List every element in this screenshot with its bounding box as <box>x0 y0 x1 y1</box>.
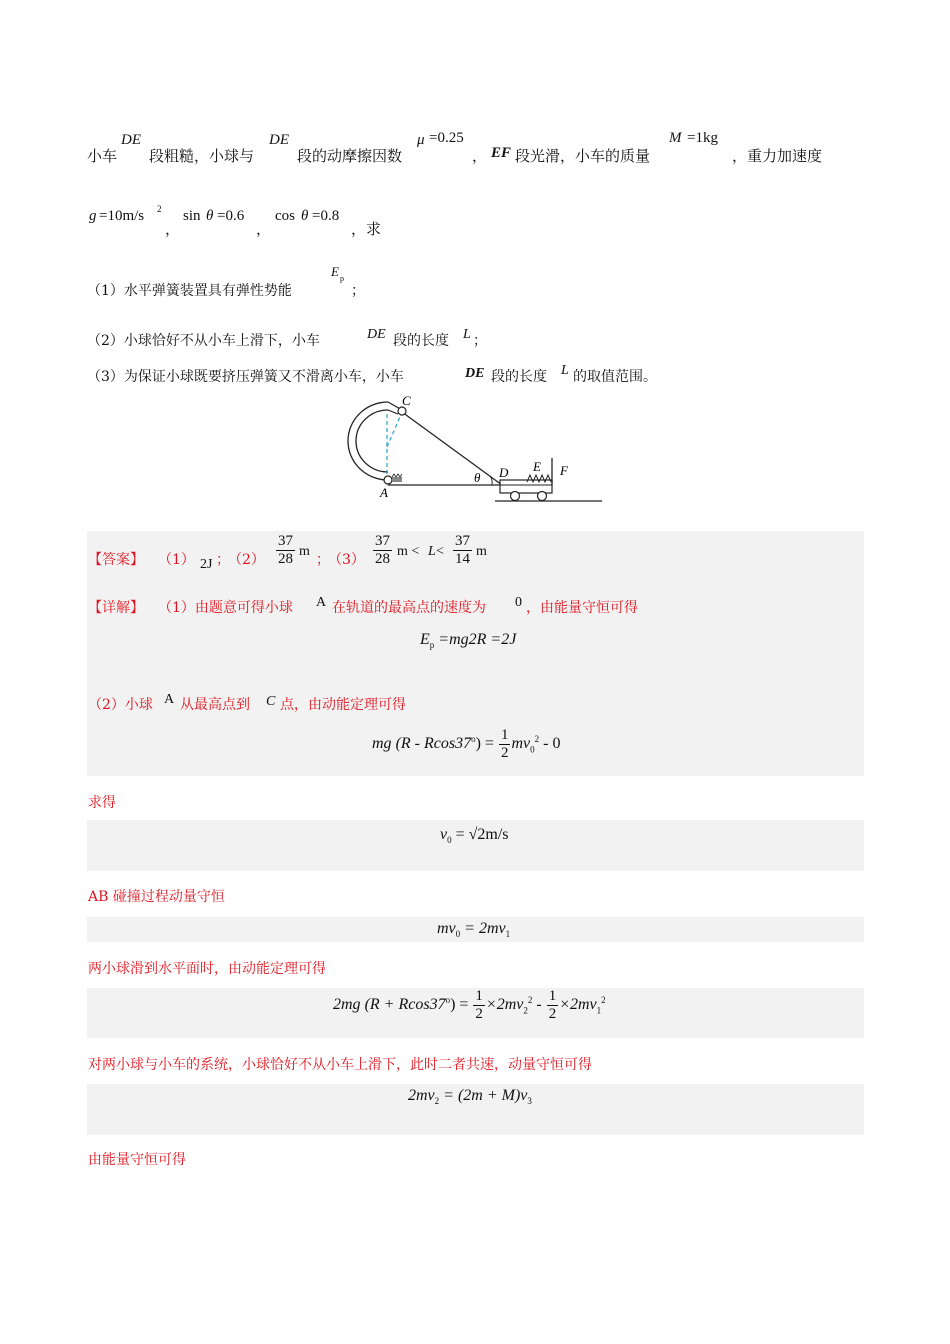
lhs: mg <box>372 735 392 753</box>
var-L: L <box>428 544 436 559</box>
fraction-half <box>473 988 485 1023</box>
incline-CD <box>402 412 502 485</box>
var-C: C <box>266 694 276 709</box>
sub: 0 <box>530 744 535 755</box>
denominator: 2 <box>548 1006 557 1022</box>
equation-3 <box>440 826 509 845</box>
tail: - 0 <box>539 735 561 753</box>
ball-A <box>384 476 392 484</box>
lhs: 2mg <box>333 996 361 1014</box>
equation-1 <box>420 631 516 650</box>
sub: 2 <box>434 1096 440 1107</box>
term: ×2mv <box>485 996 524 1014</box>
text: 段的动摩擦因数 <box>297 147 403 165</box>
answer-tag: 【答案】 <box>88 552 144 568</box>
step-slide: 两小球滑到水平面时，由动能定理可得 <box>88 961 326 977</box>
answer-3-fraction-lower <box>373 533 392 568</box>
fraction-half <box>499 727 511 762</box>
unit: m <box>476 544 487 559</box>
text: （2）小球恰好不从小车上滑下，小车 <box>87 333 320 349</box>
text: 从最高点到 <box>180 697 250 713</box>
text: ， <box>472 147 488 165</box>
lhs: 2mv <box>408 1087 435 1104</box>
text: ； <box>351 283 365 299</box>
var-v: v <box>440 826 448 843</box>
sup: 2 <box>527 994 533 1005</box>
var-DE: DE <box>367 327 386 342</box>
rhs: = 2mv <box>460 920 506 937</box>
text: ； <box>316 552 330 568</box>
var-Ep-sub: p <box>340 274 344 283</box>
step-collision: AB 碰撞过程动量守恒 <box>88 889 225 905</box>
term: ×2mv <box>559 996 597 1014</box>
text: 段粗糙，小球与 <box>149 147 255 165</box>
equals: = <box>455 996 473 1014</box>
ball-C <box>398 407 406 415</box>
step-energy: 由能量守恒可得 <box>88 1152 186 1168</box>
cos: cos <box>275 208 295 224</box>
text: m < <box>397 544 420 559</box>
var-L: L <box>463 327 471 342</box>
g-value: =10m/s <box>99 208 145 224</box>
degree: o <box>445 994 451 1005</box>
sub: 0 <box>447 835 452 846</box>
answer-2-fraction <box>276 533 295 568</box>
text: （3） <box>328 552 365 568</box>
var-A: A <box>316 595 327 610</box>
var-DE: DE <box>465 366 485 381</box>
sub: 0 <box>455 929 461 940</box>
answer-1-value: 2J <box>200 557 213 572</box>
text: ； <box>216 552 230 568</box>
var-L: L <box>561 363 569 378</box>
denominator: 14 <box>455 551 470 567</box>
text: （1）由题意可得小球 <box>158 600 293 616</box>
minus: - <box>532 996 546 1014</box>
zero: 0 <box>515 595 522 610</box>
label-E: E <box>533 459 541 474</box>
equals: = <box>480 735 498 753</box>
sup: 2 <box>601 994 606 1005</box>
numerator: 1 <box>500 727 509 743</box>
text: < <box>436 544 444 559</box>
text: （2） <box>228 552 265 568</box>
var-EF: EF <box>491 145 512 161</box>
text: 段的长度 <box>491 369 547 385</box>
equation-2 <box>372 727 560 762</box>
text: （2）小球 <box>88 697 153 713</box>
step-qiude: 求得 <box>88 795 116 811</box>
unit: m <box>299 544 310 559</box>
numerator: 37 <box>455 533 470 549</box>
equation-5 <box>333 988 606 1023</box>
text: 的取值范围。 <box>573 369 657 385</box>
denominator: 2 <box>475 1006 483 1022</box>
text: 小车 <box>87 147 118 165</box>
fraction-half <box>547 988 559 1023</box>
wheel-left <box>511 492 520 501</box>
text: （3）为保证小球既要挤压弹簧又不滑离小车，小车 <box>87 369 404 385</box>
sub: 1 <box>505 929 511 940</box>
numerator: 37 <box>375 533 390 549</box>
rhs: =mg2R =2J <box>434 631 517 648</box>
label-theta: θ <box>474 470 481 485</box>
text: ，由能量守恒可得 <box>526 600 638 616</box>
sub: 1 <box>596 1005 602 1016</box>
text: 在轨道的最高点的速度为 <box>332 600 486 616</box>
text: （1） <box>158 552 195 568</box>
paren: (R + Rcos37 <box>364 996 446 1014</box>
numerator: 1 <box>548 988 557 1004</box>
var-DE: DE <box>121 132 141 148</box>
var-DE: DE <box>269 132 289 148</box>
var-E: E <box>420 631 430 648</box>
close-paren: ) <box>475 735 481 753</box>
track-diagram <box>340 392 610 507</box>
sin: sin <box>183 208 201 224</box>
wheel-right <box>538 492 547 501</box>
text: ，重力加速度 <box>732 147 823 165</box>
mu-value: =0.25 <box>429 130 464 146</box>
paren: (R - Rcos37 <box>395 735 472 753</box>
detail-tag: 【详解】 <box>88 600 144 616</box>
equation-4 <box>437 920 510 939</box>
text: 点，由动能定理可得 <box>280 697 406 713</box>
denominator: 2 <box>500 745 509 761</box>
close-paren: ) <box>450 996 456 1014</box>
var-g: g <box>89 208 97 224</box>
text: 段的长度 <box>393 333 449 349</box>
dashed-radius <box>387 412 402 447</box>
var-mu: μ <box>417 132 425 148</box>
answer-3-fraction-upper <box>453 533 472 568</box>
lhs: mv <box>437 920 456 937</box>
var-A: A <box>164 692 175 707</box>
text: ， <box>256 220 272 238</box>
numerator: 1 <box>475 988 483 1004</box>
semicircle-inner <box>356 410 388 472</box>
sub: 3 <box>527 1096 532 1107</box>
cart <box>500 480 552 493</box>
step-system: 对两小球与小车的系统，小球恰好不从小车上滑下，此时二者共速，动量守恒可得 <box>88 1057 592 1073</box>
M-value: =1kg <box>687 130 718 146</box>
label-C: C <box>402 393 411 408</box>
sin-value: =0.6 <box>217 208 245 224</box>
text: ，求 <box>351 220 382 238</box>
sub: p <box>429 640 435 651</box>
var-M: M <box>669 130 682 146</box>
denominator: 28 <box>375 551 390 567</box>
sub: 2 <box>523 1005 528 1016</box>
label-A: A <box>380 485 388 500</box>
var-theta: θ <box>206 208 214 224</box>
rhs: = (2m + M)v <box>439 1087 528 1104</box>
denominator: 28 <box>278 551 293 567</box>
text: ； <box>473 333 487 349</box>
sup: 2 <box>534 733 540 744</box>
mv: mv <box>511 735 531 753</box>
rhs: = √2m/s <box>451 826 509 843</box>
text: ， <box>165 220 181 238</box>
numerator: 37 <box>278 533 293 549</box>
var-Ep: E <box>331 264 339 279</box>
equation-6 <box>408 1087 532 1106</box>
label-D: D <box>499 465 509 480</box>
degree: o <box>471 733 476 744</box>
var-theta: θ <box>301 208 309 224</box>
label-F: F <box>560 463 568 478</box>
text: 段光滑，小车的质量 <box>515 147 651 165</box>
semicircle-outer <box>348 402 388 480</box>
text: （1）水平弹簧装置具有弹性势能 <box>87 283 292 299</box>
g-exponent: 2 <box>157 204 162 214</box>
cos-value: =0.8 <box>312 208 340 224</box>
